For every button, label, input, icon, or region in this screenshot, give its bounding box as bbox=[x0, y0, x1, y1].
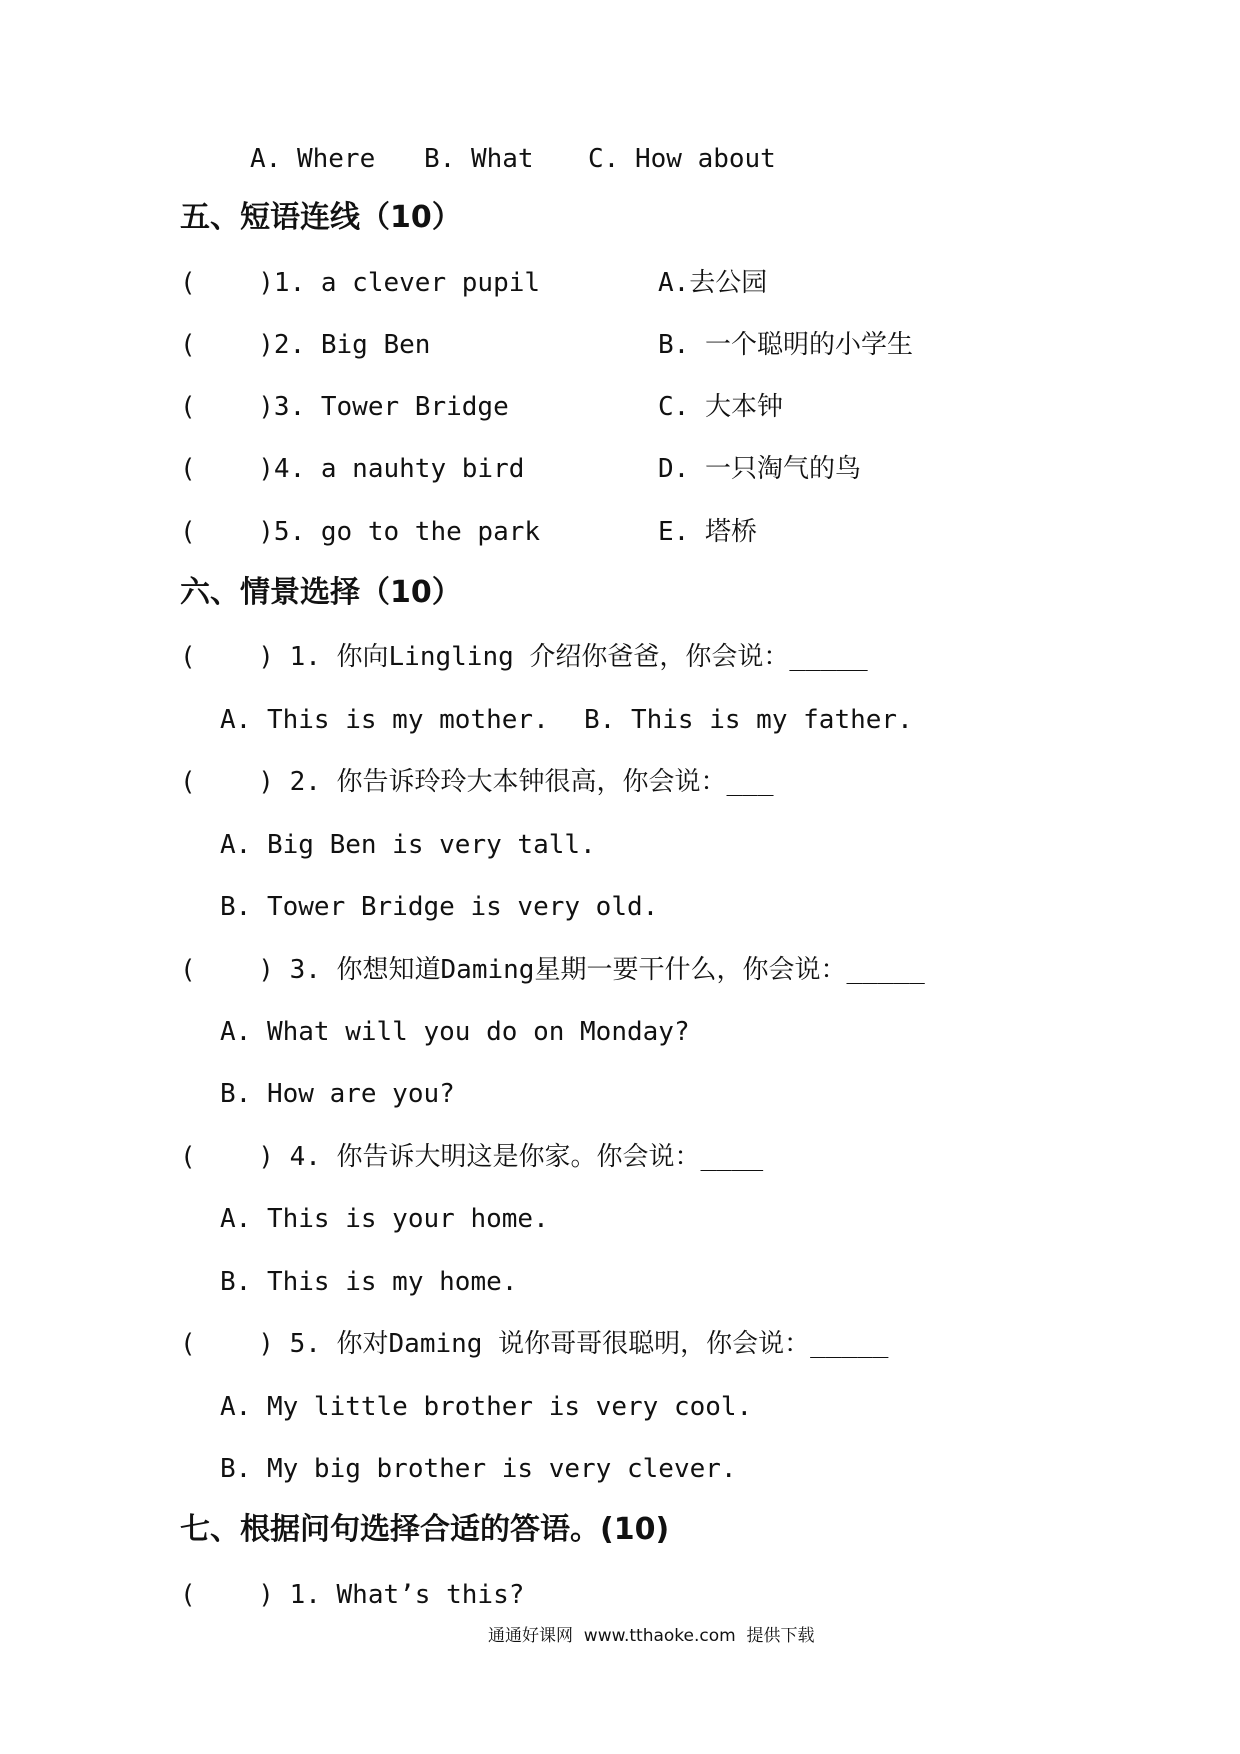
question-6-5: ( ) 5. 你对Daming 说你哥哥很聪明，你会说：_____ bbox=[180, 1329, 889, 1359]
question-6-4-option-b: B. This is my home. bbox=[220, 1267, 518, 1297]
question-6-5-option-b: B. My big brother is very clever. bbox=[220, 1454, 737, 1484]
question-6-3-option-a: A. What will you do on Monday? bbox=[220, 1017, 690, 1047]
match-item-2-right: B. 一个聪明的小学生 bbox=[658, 330, 913, 360]
match-item-3-left: ( )3. Tower Bridge bbox=[180, 392, 509, 422]
option-c: C. How about bbox=[588, 144, 776, 174]
question-6-2-option-b: B. Tower Bridge is very old. bbox=[220, 892, 659, 922]
question-6-2-option-a: A. Big Ben is very tall. bbox=[220, 830, 596, 860]
question-6-2: ( ) 2. 你告诉玲玲大本钟很高，你会说：___ bbox=[180, 767, 774, 797]
question-6-3-option-b: B. How are you? bbox=[220, 1079, 455, 1109]
question-6-1-option-b: B. This is my father. bbox=[584, 705, 913, 735]
page-footer: 通通好课网 www.tthaoke.com 提供下载 bbox=[488, 1626, 815, 1646]
section-6-heading: 六、情景选择（10） bbox=[180, 575, 462, 610]
section-7-heading: 七、根据问句选择合适的答语。(10) bbox=[180, 1512, 670, 1547]
question-6-4: ( ) 4. 你告诉大明这是你家。你会说：____ bbox=[180, 1142, 764, 1172]
match-item-5-right: E. 塔桥 bbox=[658, 517, 757, 547]
option-a: A. Where bbox=[250, 144, 376, 174]
option-b: B. What bbox=[424, 144, 534, 174]
question-6-5-option-a: A. My little brother is very cool. bbox=[220, 1392, 753, 1422]
question-7-1: ( ) 1. What’s this? bbox=[180, 1580, 525, 1610]
match-item-1-right: A.去公园 bbox=[658, 268, 768, 298]
question-6-3: ( ) 3. 你想知道Daming星期一要干什么，你会说：_____ bbox=[180, 955, 925, 985]
question-6-4-option-a: A. This is your home. bbox=[220, 1204, 549, 1234]
question-6-1-option-a: A. This is my mother. bbox=[220, 705, 549, 735]
match-item-4-right: D. 一只淘气的鸟 bbox=[658, 454, 861, 484]
question-6-1: ( ) 1. 你向Lingling 介绍你爸爸，你会说：_____ bbox=[180, 642, 868, 672]
section-5-heading: 五、短语连线（10） bbox=[180, 200, 462, 235]
match-item-2-left: ( )2. Big Ben bbox=[180, 330, 431, 360]
match-item-1-left: ( )1. a clever pupil bbox=[180, 268, 541, 298]
match-item-5-left: ( )5. go to the park bbox=[180, 517, 541, 547]
match-item-3-right: C. 大本钟 bbox=[658, 392, 783, 422]
match-item-4-left: ( )4. a nauhty bird bbox=[180, 454, 525, 484]
